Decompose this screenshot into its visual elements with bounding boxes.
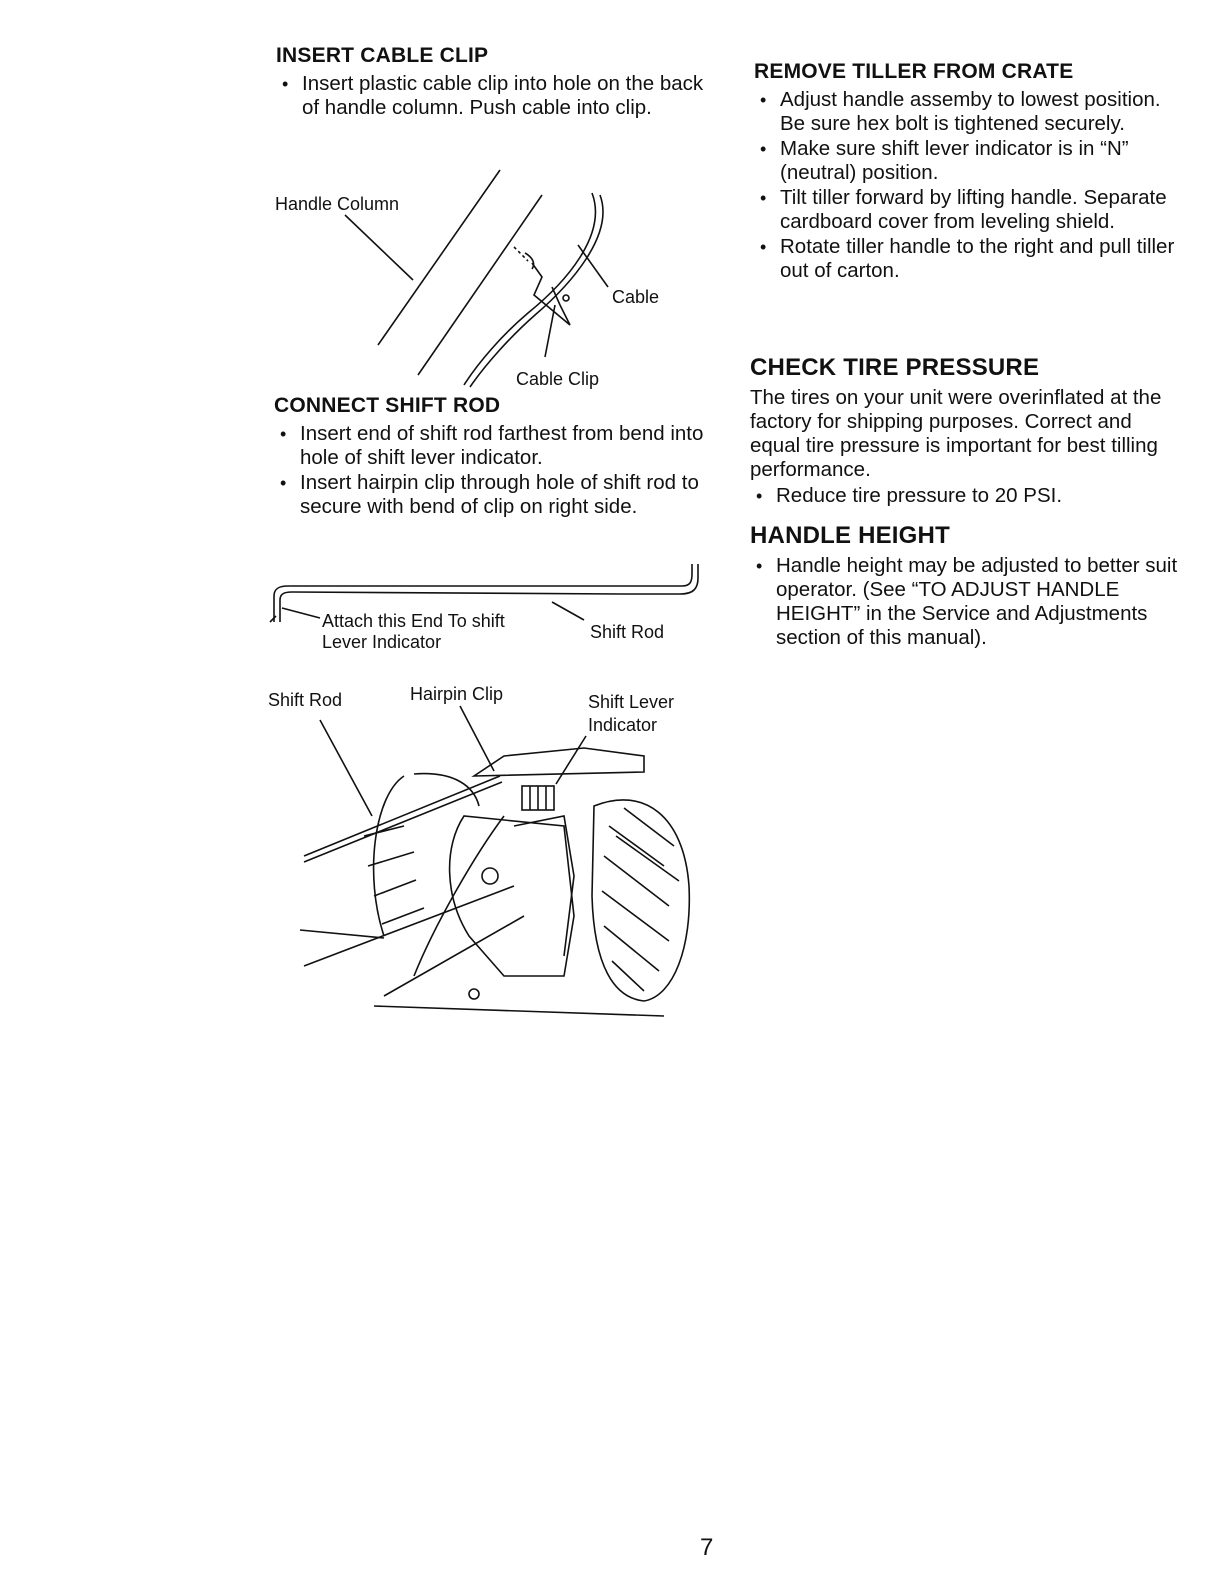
shift-rod-drawing [262, 560, 712, 660]
cable-clip-figure [270, 165, 690, 395]
connect-shift-rod-list [274, 422, 704, 519]
handle-column-label: Handle Column [275, 194, 400, 214]
handle-height-section [750, 522, 1186, 651]
remove-tiller-list [754, 88, 1186, 283]
check-tire-pressure-list [750, 484, 1186, 508]
handle-height-list [750, 554, 1186, 650]
attach-end-label-line2: Lever Indicator [322, 632, 442, 652]
list-item: • Handle height may be adjusted to better suit operator. (See “TO ADJUST HANDLE HEIGHT” in the Service and Adjustments section of this manual). [750, 554, 1186, 650]
list-item: • Insert end of shift rod farthest from bend into hole of shift lever indicator. [274, 422, 704, 470]
list-item: • Rotate tiller handle to the right and pull tiller out of carton. [754, 235, 1186, 283]
tiller-shift-rod-label: Shift Rod [268, 690, 343, 710]
list-item: • Make sure shift lever indicator is in “N” (neutral) position. [754, 137, 1186, 185]
list-item: • Adjust handle assemby to lowest position. Be sure hex bolt is tightened securely. [754, 88, 1186, 136]
check-tire-pressure-heading: CHECK TIRE PRESSURE [750, 354, 1040, 381]
list-item: • Reduce tire pressure to 20 PSI. [750, 484, 1186, 508]
connect-shift-rod-heading: CONNECT SHIFT ROD [274, 394, 501, 417]
handle-height-heading: HANDLE HEIGHT [750, 522, 950, 549]
remove-tiller-heading: REMOVE TILLER FROM CRATE [754, 60, 1074, 83]
connect-shift-rod-section [274, 394, 704, 520]
tiller-drawing [264, 676, 704, 1021]
cable-clip-drawing [270, 165, 690, 395]
shift-lever-label-line1: Shift Lever [588, 692, 675, 712]
insert-cable-clip-section [276, 44, 706, 121]
attach-end-label-line1: Attach this End To shift [322, 611, 505, 631]
shift-lever-label-line2: Indicator [588, 715, 658, 735]
check-tire-pressure-paragraph: The tires on your unit were overinflated at the factory for shipping purposes. Correct and equal tire pressure is important for best tilling performance. [750, 386, 1162, 481]
tiller-figure [264, 676, 704, 1021]
shift-rod-figure [262, 560, 712, 660]
list-item: • Insert hairpin clip through hole of shift rod to secure with bend of clip on right side. [274, 471, 704, 519]
list-item: • Insert plastic cable clip into hole on the back of handle column. Push cable into clip. [276, 72, 706, 120]
page-number: 7 [700, 1534, 714, 1561]
check-tire-pressure-section [750, 354, 1186, 509]
cable-label: Cable [612, 287, 660, 307]
hairpin-clip-label: Hairpin Clip [410, 684, 504, 704]
insert-cable-clip-heading: INSERT CABLE CLIP [276, 44, 489, 67]
remove-tiller-section [754, 60, 1186, 284]
insert-cable-clip-list [276, 72, 706, 120]
cable-clip-label: Cable Clip [516, 369, 600, 389]
shift-rod-label: Shift Rod [590, 622, 665, 642]
list-item: • Tilt tiller forward by lifting handle. Separate cardboard cover from leveling shield. [754, 186, 1186, 234]
